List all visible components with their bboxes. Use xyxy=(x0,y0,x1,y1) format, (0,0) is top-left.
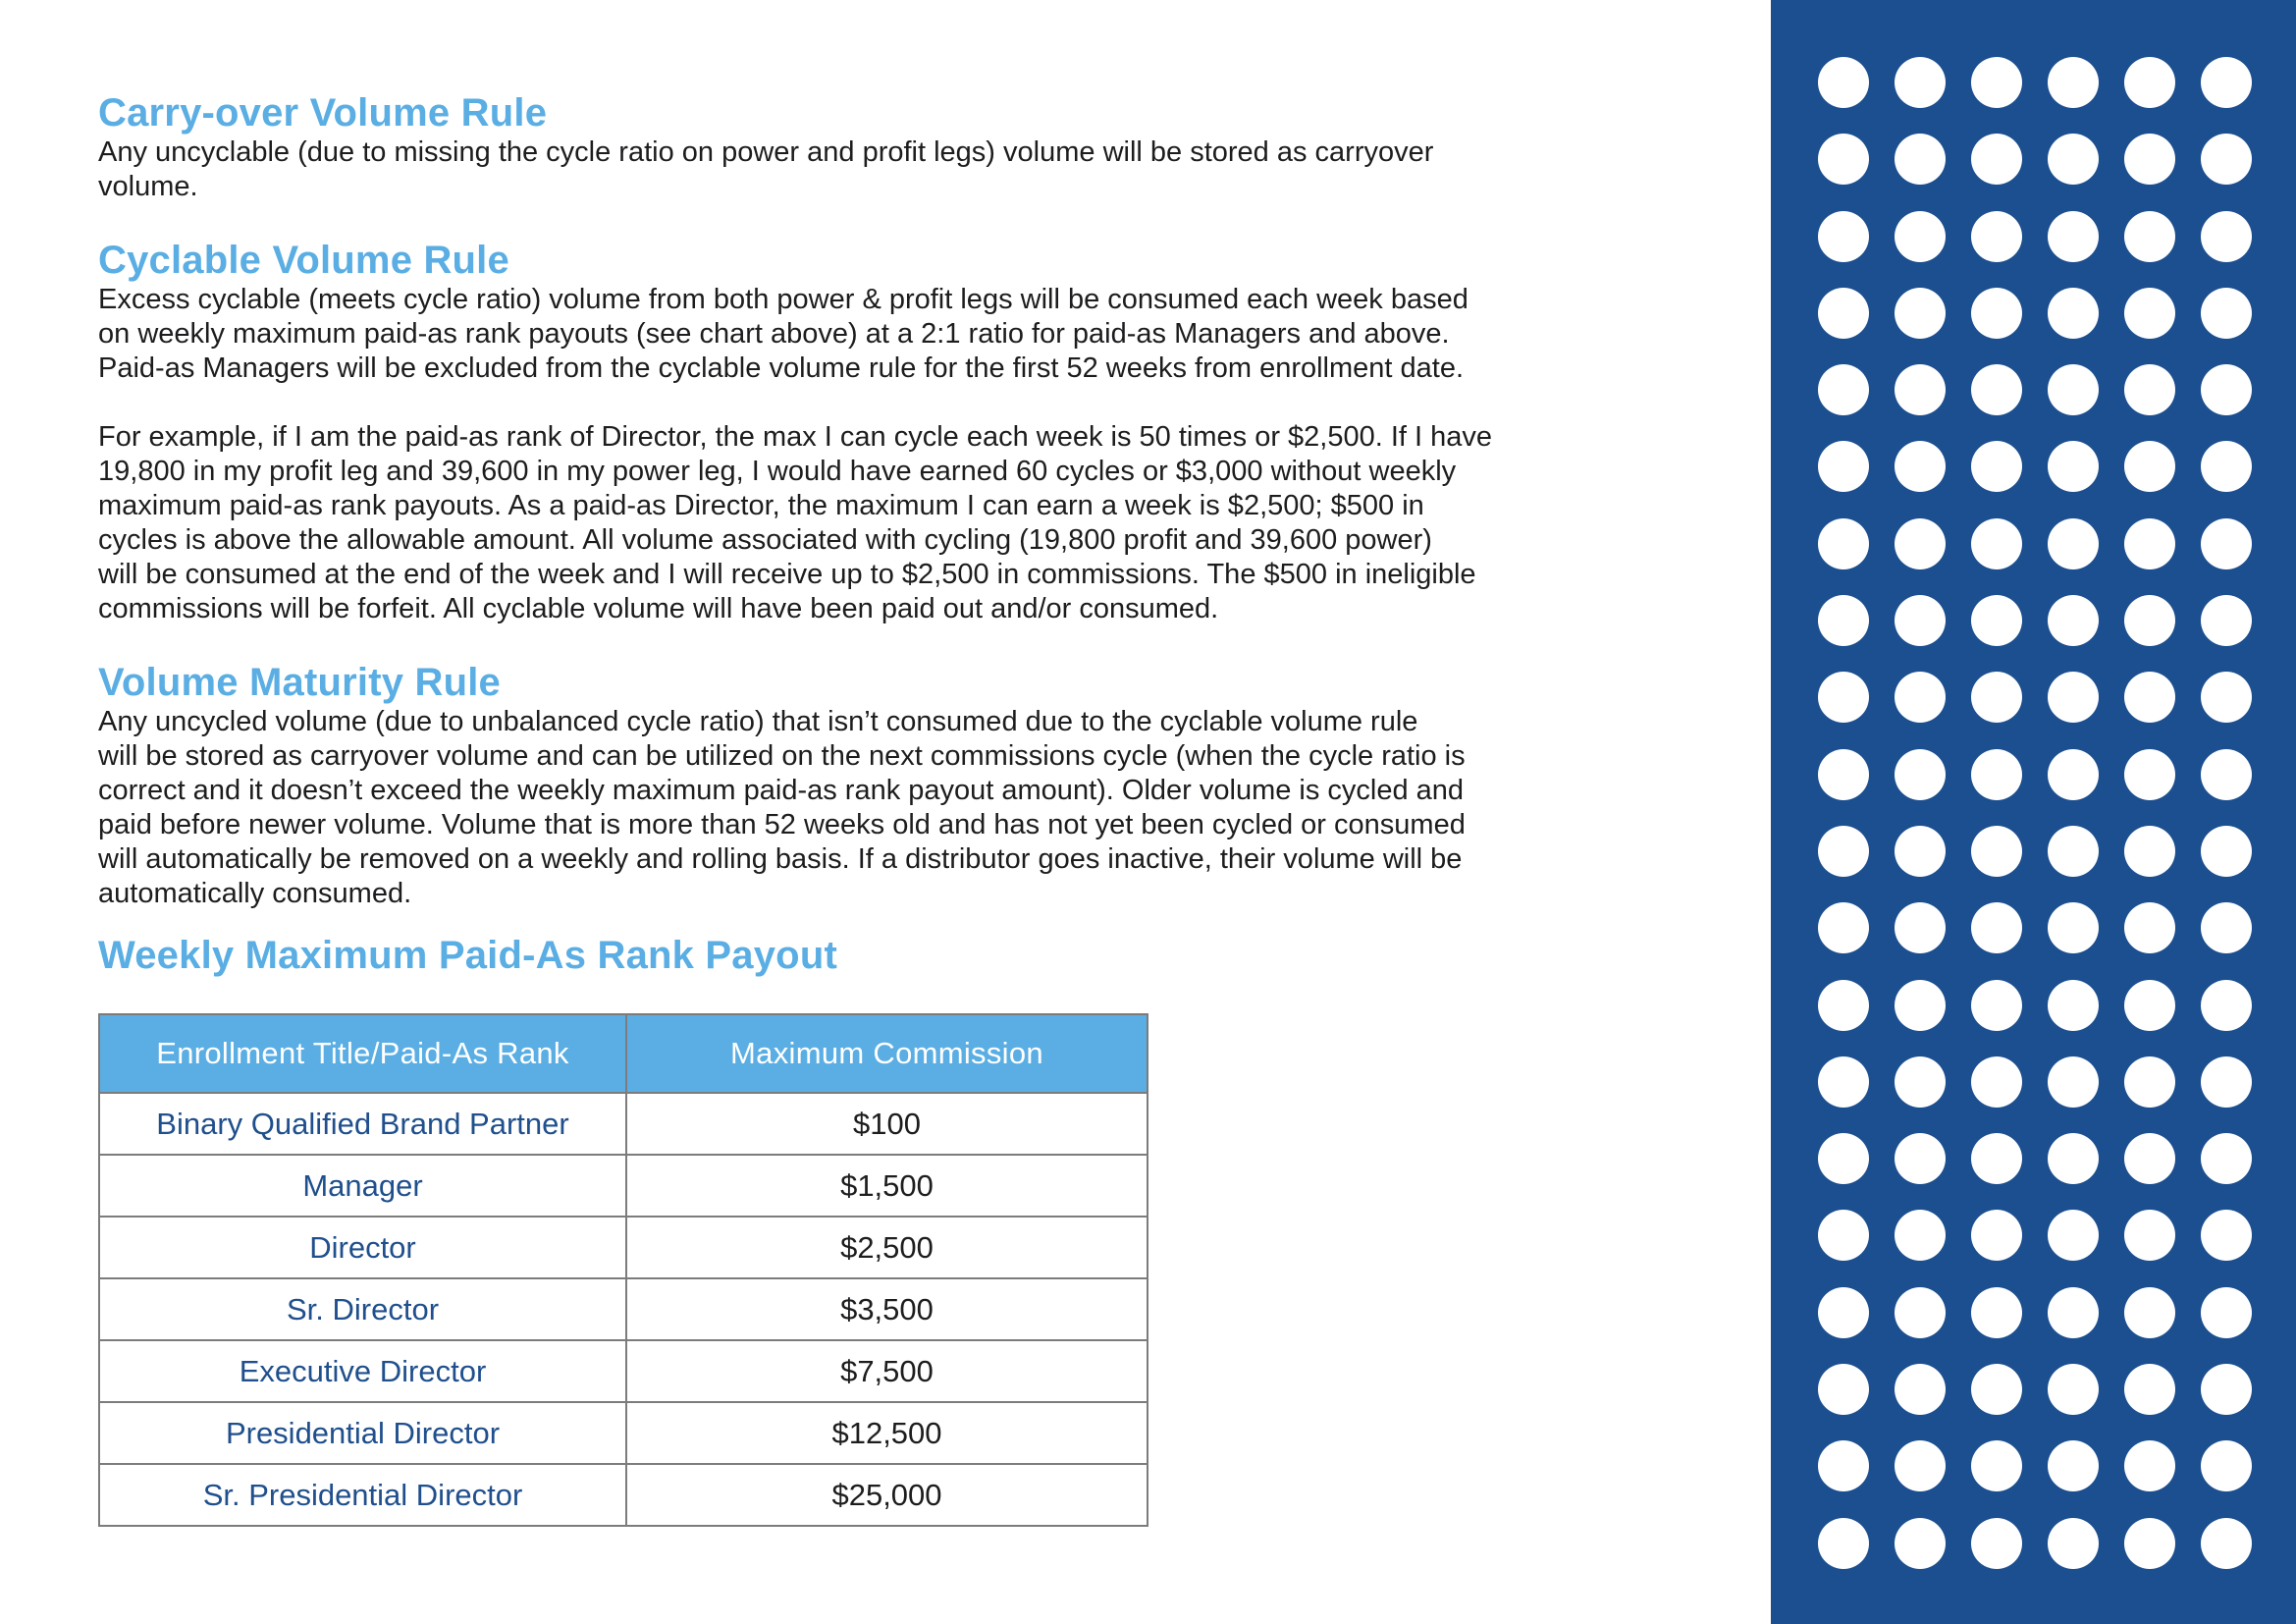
decorative-dot xyxy=(2124,826,2175,877)
decorative-dot xyxy=(2201,1056,2252,1108)
rank-cell: Sr. Director xyxy=(99,1278,626,1340)
decorative-dot xyxy=(1818,1364,1869,1415)
decorative-dot xyxy=(1895,1364,1946,1415)
decorative-dot xyxy=(1895,980,1946,1031)
commission-cell: $12,500 xyxy=(626,1402,1148,1464)
decorative-dot xyxy=(1895,1210,1946,1261)
decorative-dot xyxy=(1971,364,2022,415)
decorative-dot xyxy=(1971,749,2022,800)
decorative-dot xyxy=(1971,1287,2022,1338)
decorative-dot xyxy=(1971,902,2022,953)
cyclable-text: Excess cyclable (meets cycle ratio) volume from both power & profit legs will be consumed each week based on weekly maximum paid-as rank payouts (see chart above) at a 2:1 ratio for paid-as Managers and above. Paid-as Managers will be excluded from the cyclable volume rule for the first 52 weeks from enrollment date. xyxy=(98,284,1468,384)
decorative-dot xyxy=(2124,57,2175,108)
decorative-dot xyxy=(1818,1133,1869,1184)
table-header-row xyxy=(99,1014,1148,1093)
decorative-dot xyxy=(2048,1056,2099,1108)
decorative-dot xyxy=(1818,1518,1869,1569)
decorative-dot xyxy=(1818,1287,1869,1338)
decorative-dot xyxy=(1818,749,1869,800)
decorative-dot xyxy=(1818,441,1869,492)
decorative-dot xyxy=(1971,826,2022,877)
decorative-dot xyxy=(1818,57,1869,108)
decorative-dot xyxy=(2048,1287,2099,1338)
decorative-dot xyxy=(1895,1056,1946,1108)
decorative-dot xyxy=(2048,826,2099,877)
decorative-dot xyxy=(1971,672,2022,723)
decorative-dot xyxy=(2201,1133,2252,1184)
decorative-dot xyxy=(2124,672,2175,723)
commission-column-header: Maximum Commission xyxy=(626,1014,1148,1093)
decorative-dot xyxy=(1895,134,1946,185)
decorative-dot xyxy=(2048,441,2099,492)
decorative-dot xyxy=(1818,1056,1869,1108)
payout-table-title: Weekly Maximum Paid-As Rank Payout xyxy=(98,934,837,977)
decorative-dot xyxy=(2124,1518,2175,1569)
decorative-dot xyxy=(2201,1518,2252,1569)
decorative-dot xyxy=(1971,288,2022,339)
document-content xyxy=(98,90,1679,1527)
carryover-text: Any uncyclable (due to missing the cycle ratio on power and profit legs) volume will be stored as carryover volume. xyxy=(98,136,1434,202)
decorative-dot xyxy=(1971,1364,2022,1415)
decorative-dot xyxy=(2201,1287,2252,1338)
decorative-dot xyxy=(1971,518,2022,569)
decorative-dot xyxy=(1818,134,1869,185)
decorative-dot xyxy=(1818,980,1869,1031)
decorative-dot xyxy=(1818,826,1869,877)
table-row xyxy=(99,1278,1148,1340)
decorative-dot xyxy=(1895,288,1946,339)
decorative-dot xyxy=(2124,288,2175,339)
table-row xyxy=(99,1155,1148,1217)
decorative-dot xyxy=(1895,1287,1946,1338)
table-row xyxy=(99,1464,1148,1526)
decorative-dot xyxy=(2124,595,2175,646)
rank-cell: Sr. Presidential Director xyxy=(99,1464,626,1526)
decorative-dot xyxy=(2124,980,2175,1031)
rank-cell: Binary Qualified Brand Partner xyxy=(99,1093,626,1155)
decorative-dot xyxy=(1971,1056,2022,1108)
decorative-side-panel xyxy=(1771,0,2296,1624)
decorative-dot xyxy=(1971,57,2022,108)
decorative-dot xyxy=(1971,1210,2022,1261)
decorative-dot xyxy=(1818,1440,1869,1491)
decorative-dot xyxy=(1895,749,1946,800)
decorative-dot xyxy=(1895,1133,1946,1184)
decorative-dot xyxy=(2201,57,2252,108)
decorative-dot xyxy=(2048,1133,2099,1184)
decorative-dot xyxy=(1895,211,1946,262)
decorative-dot xyxy=(2048,134,2099,185)
table-row xyxy=(99,1093,1148,1155)
decorative-dot xyxy=(2201,134,2252,185)
decorative-dot xyxy=(1895,364,1946,415)
decorative-dot xyxy=(2124,1440,2175,1491)
decorative-dot xyxy=(2201,902,2252,953)
decorative-dot xyxy=(2201,826,2252,877)
decorative-dot xyxy=(1971,595,2022,646)
decorative-dot xyxy=(2048,672,2099,723)
decorative-dot xyxy=(1818,902,1869,953)
decorative-dot xyxy=(2201,364,2252,415)
rank-cell: Presidential Director xyxy=(99,1402,626,1464)
decorative-dot xyxy=(1895,902,1946,953)
decorative-dot xyxy=(2124,134,2175,185)
decorative-dot xyxy=(2124,441,2175,492)
decorative-dot xyxy=(1895,1518,1946,1569)
cyclable-example-text: For example, if I am the paid-as rank of Director, the max I can cycle each week is 50 times or $2,500. If I have 19,800 in my profit leg and 39,600 in my power leg, I would have earned 60 cycles or $3,000 without weekly maximum paid-as rank payouts. As a paid-as Director, the maximum I can earn a week is $2,500; $500 in cycles is above the allowable amount. All volume associated with cycling (19,800 profit and 39,600 power) will be consumed at the end of the week and I will receive up to $2,500 in commissions. The $500 in ineligible commissions will be forfeit. All cyclable volume will have been paid out and/or consumed. xyxy=(98,421,1493,624)
decorative-dot xyxy=(2048,57,2099,108)
rank-column-header: Enrollment Title/Paid-As Rank xyxy=(99,1014,626,1093)
decorative-dot xyxy=(2124,1364,2175,1415)
rank-cell: Manager xyxy=(99,1155,626,1217)
decorative-dot xyxy=(1895,826,1946,877)
decorative-dot xyxy=(2201,441,2252,492)
decorative-dot xyxy=(1818,518,1869,569)
decorative-dot xyxy=(2048,902,2099,953)
decorative-dot xyxy=(1895,441,1946,492)
decorative-dot xyxy=(2124,1056,2175,1108)
decorative-dot xyxy=(1818,672,1869,723)
decorative-dot xyxy=(2201,518,2252,569)
decorative-dot xyxy=(2201,1440,2252,1491)
carryover-heading: Carry-over Volume Rule xyxy=(98,91,548,135)
dot-pattern xyxy=(1818,57,2252,1569)
decorative-dot xyxy=(2201,1210,2252,1261)
decorative-dot xyxy=(2048,1364,2099,1415)
decorative-dot xyxy=(1971,441,2022,492)
decorative-dot xyxy=(1971,1518,2022,1569)
decorative-dot xyxy=(2201,1364,2252,1415)
commission-cell: $25,000 xyxy=(626,1464,1148,1526)
decorative-dot xyxy=(2124,1133,2175,1184)
decorative-dot xyxy=(2048,980,2099,1031)
commission-cell: $100 xyxy=(626,1093,1148,1155)
decorative-dot xyxy=(1895,672,1946,723)
rank-cell: Executive Director xyxy=(99,1340,626,1402)
decorative-dot xyxy=(1895,518,1946,569)
decorative-dot xyxy=(2201,288,2252,339)
decorative-dot xyxy=(2048,1518,2099,1569)
decorative-dot xyxy=(1818,1210,1869,1261)
payout-table xyxy=(98,1013,1148,1527)
decorative-dot xyxy=(2124,902,2175,953)
decorative-dot xyxy=(1818,288,1869,339)
decorative-dot xyxy=(1895,1440,1946,1491)
commission-cell: $3,500 xyxy=(626,1278,1148,1340)
decorative-dot xyxy=(2048,1440,2099,1491)
decorative-dot xyxy=(2201,749,2252,800)
decorative-dot xyxy=(2048,288,2099,339)
decorative-dot xyxy=(1818,595,1869,646)
decorative-dot xyxy=(2124,1287,2175,1338)
commission-cell: $2,500 xyxy=(626,1217,1148,1278)
decorative-dot xyxy=(2201,672,2252,723)
decorative-dot xyxy=(2201,211,2252,262)
table-row xyxy=(99,1402,1148,1464)
decorative-dot xyxy=(2048,211,2099,262)
decorative-dot xyxy=(1818,364,1869,415)
decorative-dot xyxy=(1818,211,1869,262)
maturity-text: Any uncycled volume (due to unbalanced cycle ratio) that isn’t consumed due to the cyclable volume rule will be stored as carryover volume and can be utilized on the next commissions cycle (when the cycle ratio is correct and it doesn’t exceed the weekly maximum paid-as rank payout amount). Older volume is cycled and paid before newer volume. Volume that is more than 52 weeks old and has not yet been cycled or consumed will automatically be removed on a weekly and rolling basis. If a distributor goes inactive, their volume will be automatically consumed. xyxy=(98,706,1466,909)
table-row xyxy=(99,1340,1148,1402)
commission-cell: $1,500 xyxy=(626,1155,1148,1217)
decorative-dot xyxy=(2048,518,2099,569)
decorative-dot xyxy=(1971,134,2022,185)
decorative-dot xyxy=(1971,980,2022,1031)
decorative-dot xyxy=(2048,749,2099,800)
decorative-dot xyxy=(1971,1133,2022,1184)
decorative-dot xyxy=(1971,1440,2022,1491)
decorative-dot xyxy=(2201,595,2252,646)
cyclable-heading: Cyclable Volume Rule xyxy=(98,239,509,282)
decorative-dot xyxy=(1895,595,1946,646)
decorative-dot xyxy=(2048,1210,2099,1261)
decorative-dot xyxy=(2201,980,2252,1031)
decorative-dot xyxy=(2048,364,2099,415)
decorative-dot xyxy=(2124,1210,2175,1261)
maturity-heading: Volume Maturity Rule xyxy=(98,661,501,704)
table-row xyxy=(99,1217,1148,1278)
decorative-dot xyxy=(1895,57,1946,108)
decorative-dot xyxy=(2124,211,2175,262)
rank-cell: Director xyxy=(99,1217,626,1278)
decorative-dot xyxy=(1971,211,2022,262)
decorative-dot xyxy=(2048,595,2099,646)
commission-cell: $7,500 xyxy=(626,1340,1148,1402)
decorative-dot xyxy=(2124,749,2175,800)
decorative-dot xyxy=(2124,364,2175,415)
decorative-dot xyxy=(2124,518,2175,569)
